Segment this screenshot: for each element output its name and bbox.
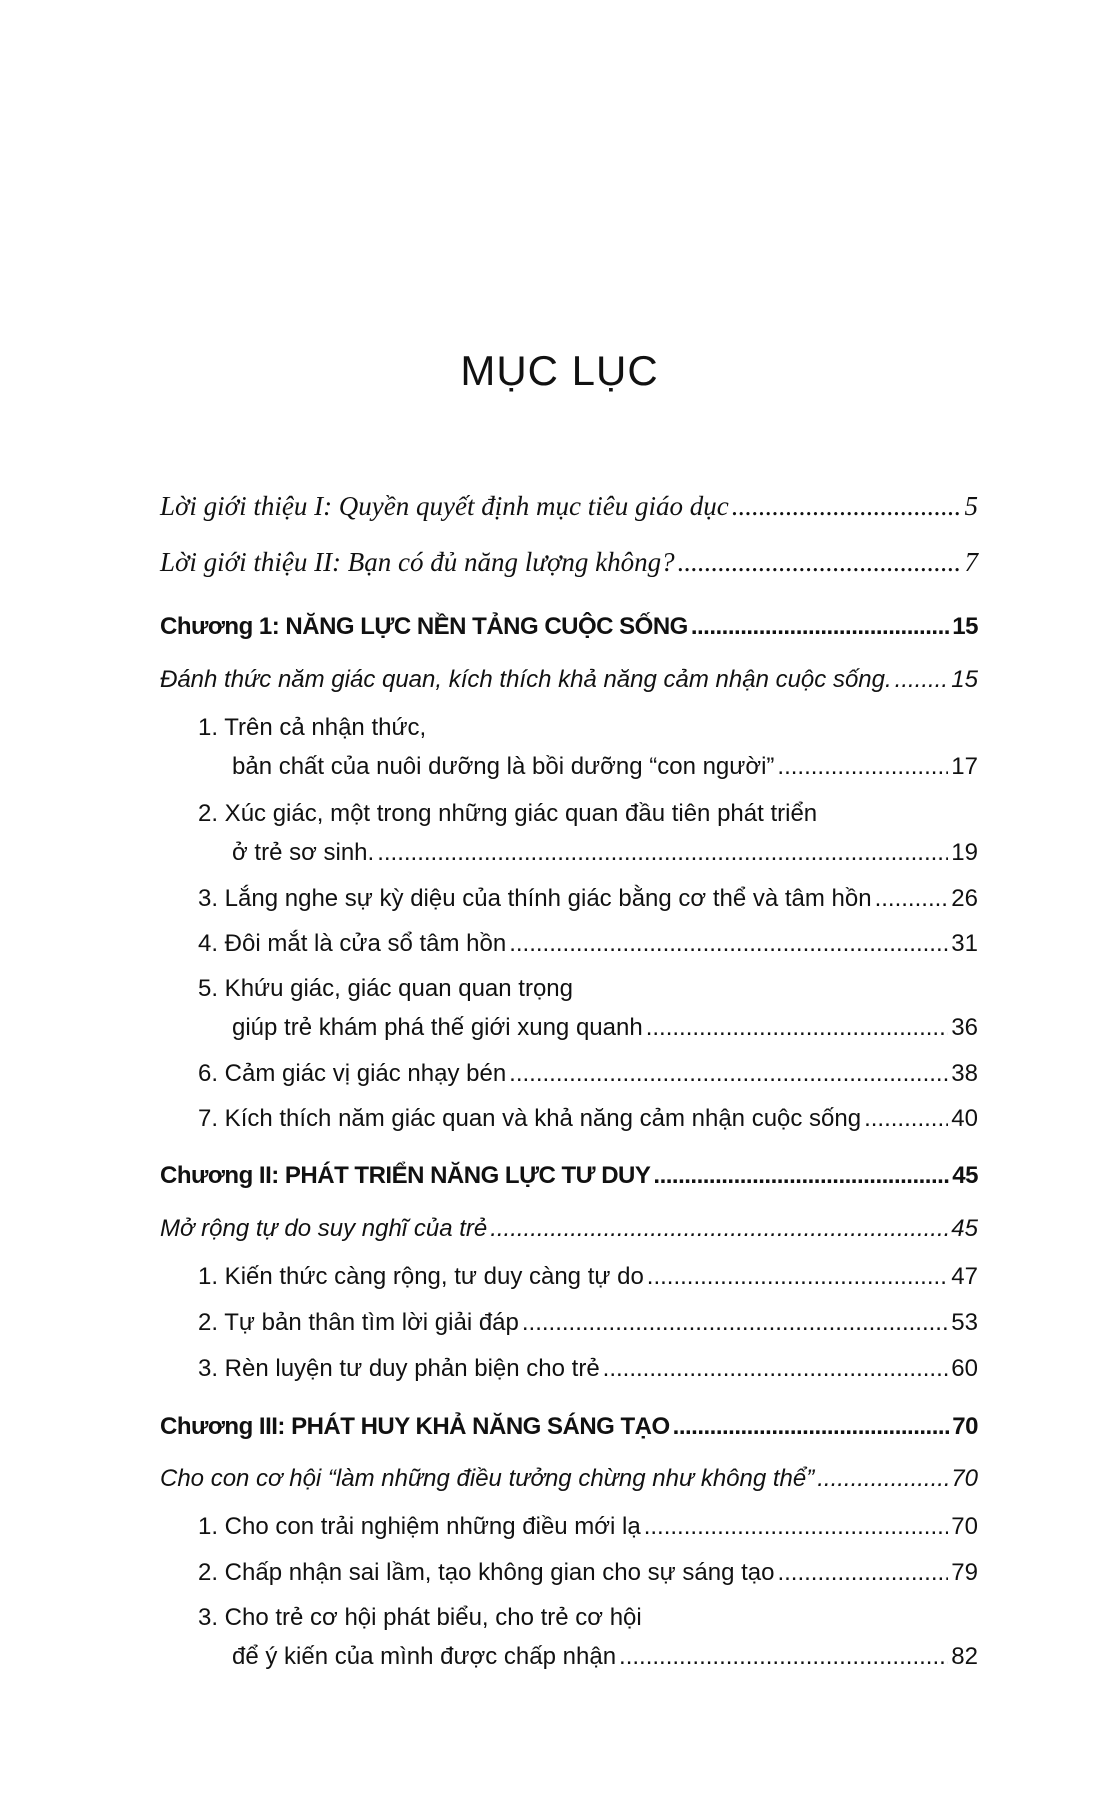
toc-entry-text: Lời giới thiệu II: Bạn có đủ năng lượng không? <box>160 547 675 577</box>
leader-dots <box>644 1505 949 1549</box>
toc-page-number: 70 <box>952 1413 978 1440</box>
toc-item-1-2[interactable] <box>232 831 978 875</box>
leader-dots <box>509 922 948 966</box>
toc-item-1-4[interactable] <box>198 922 978 966</box>
toc-entry-text: 3. Lắng nghe sự kỳ diệu của thính giác bằng cơ thể và tâm hồn <box>198 885 872 912</box>
toc-entry-text: 2. Tự bản thân tìm lời giải đáp <box>198 1309 519 1336</box>
leader-dots <box>691 605 949 649</box>
toc-item-1-2-line1: 2. Xúc giác, một trong những giác quan đầu tiên phát triển <box>198 800 818 827</box>
leader-dots <box>619 1635 948 1679</box>
toc-item-3-3[interactable] <box>232 1635 978 1679</box>
section-title: Đánh thức năm giác quan, kích thích khả năng cảm nhận cuộc sống. <box>160 666 892 693</box>
leader-dots <box>490 1207 948 1251</box>
toc-page-number: 79 <box>951 1559 978 1586</box>
toc-item-1-6[interactable] <box>198 1052 978 1096</box>
leader-dots <box>864 1097 948 1141</box>
toc-entry-text: 2. Chấp nhận sai lầm, tạo không gian cho sự sáng tạo <box>198 1559 775 1586</box>
toc-entry-text: ở trẻ sơ sinh. <box>232 839 375 866</box>
toc-chapter-2[interactable] <box>160 1154 978 1198</box>
toc-chapter-1[interactable] <box>160 605 978 649</box>
toc-item-1-3[interactable] <box>198 877 978 921</box>
toc-page-number: 15 <box>952 613 978 640</box>
toc-page-number: 5 <box>964 491 978 521</box>
leader-dots <box>895 658 949 702</box>
toc-item-2-2[interactable] <box>198 1301 978 1345</box>
toc-entry-text: 4. Đôi mắt là cửa sổ tâm hồn <box>198 930 507 957</box>
toc-page-number: 26 <box>951 885 978 912</box>
toc-entry-intro-2[interactable] <box>160 540 978 584</box>
chapter-title: Chương 1: NĂNG LỰC NỀN TẢNG CUỘC SỐNG <box>160 613 688 640</box>
toc-item-2-3[interactable] <box>198 1347 978 1391</box>
toc-entry-intro-1[interactable] <box>160 484 978 528</box>
leader-dots <box>377 831 948 875</box>
toc-page-number: 36 <box>951 1014 978 1041</box>
toc-chapter-3[interactable] <box>160 1405 978 1449</box>
leader-dots <box>817 1457 948 1501</box>
toc-page-number: 38 <box>951 1060 978 1087</box>
toc-item-1-1[interactable] <box>232 745 978 789</box>
toc-page-number: 47 <box>951 1263 978 1290</box>
toc-page-number: 40 <box>951 1105 978 1132</box>
leader-dots <box>603 1347 949 1391</box>
leader-dots <box>647 1255 949 1299</box>
toc-entry-text: Lời giới thiệu I: Quyền quyết định mục tiêu giáo dục <box>160 491 729 521</box>
toc-item-3-1[interactable] <box>198 1505 978 1549</box>
toc-entry-text: 1. Kiến thức càng rộng, tư duy càng tự do <box>198 1263 644 1290</box>
chapter-title: Chương III: PHÁT HUY KHẢ NĂNG SÁNG TẠO <box>160 1413 670 1440</box>
section-title: Cho con cơ hội “làm những điều tưởng chừng như không thể” <box>160 1465 815 1492</box>
leader-dots <box>732 484 962 528</box>
leader-dots <box>678 540 962 584</box>
toc-item-1-5[interactable] <box>232 1006 978 1050</box>
leader-dots <box>522 1301 948 1345</box>
toc-entry-text: bản chất của nuôi dưỡng là bồi dưỡng “con người” <box>232 753 775 780</box>
toc-page-number: 70 <box>951 1465 978 1492</box>
leader-dots <box>777 745 948 789</box>
toc-page-number: 45 <box>952 1162 978 1189</box>
section-title: Mở rộng tự do suy nghĩ của trẻ <box>160 1215 488 1242</box>
leader-dots <box>509 1052 948 1096</box>
leader-dots <box>777 1551 948 1595</box>
toc-page-number: 19 <box>951 839 978 866</box>
toc-item-1-1-line1: 1. Trên cả nhận thức, <box>198 714 427 741</box>
toc-page-number: 70 <box>951 1513 978 1540</box>
toc-item-3-3-line1: 3. Cho trẻ cơ hội phát biểu, cho trẻ cơ hội <box>198 1604 642 1631</box>
toc-entry-text: 7. Kích thích năm giác quan và khả năng cảm nhận cuộc sống <box>198 1105 862 1132</box>
leader-dots <box>875 877 949 921</box>
leader-dots <box>646 1006 949 1050</box>
toc-section-3[interactable] <box>160 1457 978 1501</box>
toc-page-number: 45 <box>951 1215 978 1242</box>
page-title: MỤC LỤC <box>460 347 659 394</box>
toc-item-1-7[interactable] <box>198 1097 978 1141</box>
toc-page-number: 15 <box>951 666 978 693</box>
toc-item-1-5-line1: 5. Khứu giác, giác quan quan trọng <box>198 975 573 1002</box>
toc-page-number: 31 <box>951 930 978 957</box>
toc-entry-text: giúp trẻ khám phá thế giới xung quanh <box>232 1014 643 1041</box>
toc-entry-text: 1. Cho con trải nghiệm những điều mới lạ <box>198 1513 641 1540</box>
toc-item-3-2[interactable] <box>198 1551 978 1595</box>
toc-page-number: 53 <box>951 1309 978 1336</box>
toc-page-number: 82 <box>951 1643 978 1670</box>
toc-item-2-1[interactable] <box>198 1255 978 1299</box>
toc-section-2[interactable] <box>160 1207 978 1251</box>
toc-entry-text: để ý kiến của mình được chấp nhận <box>232 1643 617 1670</box>
leader-dots <box>653 1154 949 1198</box>
toc-page-number: 7 <box>964 547 978 577</box>
toc-page-number: 60 <box>951 1355 978 1382</box>
toc-page-number: 17 <box>951 753 978 780</box>
chapter-title: Chương II: PHÁT TRIỂN NĂNG LỰC TƯ DUY <box>160 1162 651 1189</box>
leader-dots <box>673 1405 950 1449</box>
toc-entry-text: 3. Rèn luyện tư duy phản biện cho trẻ <box>198 1355 600 1382</box>
toc-section-1[interactable] <box>160 658 978 702</box>
toc-entry-text: 6. Cảm giác vị giác nhạy bén <box>198 1060 507 1087</box>
